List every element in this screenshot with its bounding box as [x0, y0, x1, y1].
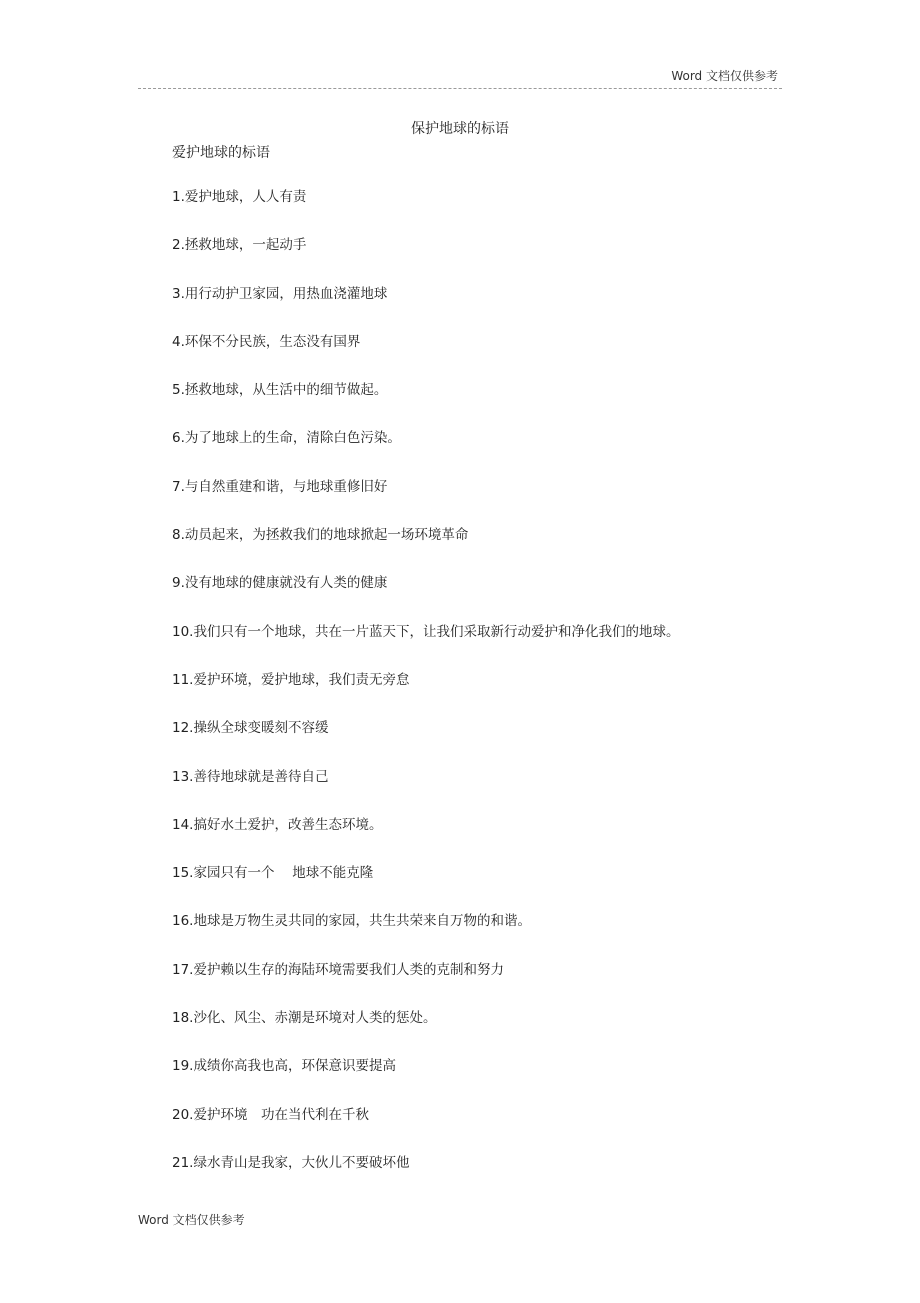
slogan-item: 6.为了地球上的生命，清除白色污染。: [172, 430, 401, 447]
slogan-item: 10.我们只有一个地球，共在一片蓝天下，让我们采取新行动爱护和净化我们的地球。: [172, 623, 680, 640]
slogan-item: 2.拯救地球，一起动手: [172, 237, 307, 254]
slogan-item: 15.家园只有一个 地球不能克隆: [172, 865, 374, 882]
document-title: 保护地球的标语: [411, 121, 509, 137]
page-footer-text: Word 文档仅供参考: [138, 1213, 245, 1227]
slogan-item: 13.善待地球就是善待自己: [172, 768, 329, 785]
slogan-item: 21.绿水青山是我家，大伙儿不要破坏他: [172, 1154, 410, 1171]
document-subtitle: 爱护地球的标语: [172, 145, 270, 161]
slogan-list: [172, 187, 679, 1201]
slogan-item: 20.爱护环境 功在当代利在千秋: [172, 1106, 369, 1123]
slogan-item: 12.操纵全球变暖刻不容缓: [172, 720, 329, 737]
slogan-item: 1.爱护地球，人人有责: [172, 189, 307, 205]
slogan-item: 8.动员起来，为拯救我们的地球掀起一场环境革命: [172, 527, 469, 544]
slogan-item: 14.搞好水土爱护，改善生态环境。: [172, 816, 383, 833]
slogan-item: 4.环保不分民族，生态没有国界: [172, 333, 361, 350]
slogan-item: 3.用行动护卫家园，用热血浇灌地球: [172, 285, 388, 302]
slogan-item: 17.爱护赖以生存的海陆环境需要我们人类的克制和努力: [172, 961, 504, 978]
slogan-item: 19.成绩你高我也高，环保意识要提高: [172, 1058, 396, 1075]
slogan-item: 7.与自然重建和谐，与地球重修旧好: [172, 478, 388, 495]
slogan-item: 9.没有地球的健康就没有人类的健康: [172, 575, 388, 592]
slogan-item: 18.沙化、风尘、赤潮是环境对人类的惩处。: [172, 1010, 437, 1027]
slogan-item: 16.地球是万物生灵共同的家园，共生共荣来自万物的和谐。: [172, 913, 531, 930]
slogan-item: 5.拯救地球，从生活中的细节做起。: [172, 382, 388, 399]
header-divider: [138, 88, 782, 89]
page-header-text: Word 文档仅供参考: [671, 69, 778, 83]
slogan-item: 11.爱护环境，爱护地球，我们责无旁怠: [172, 671, 410, 688]
